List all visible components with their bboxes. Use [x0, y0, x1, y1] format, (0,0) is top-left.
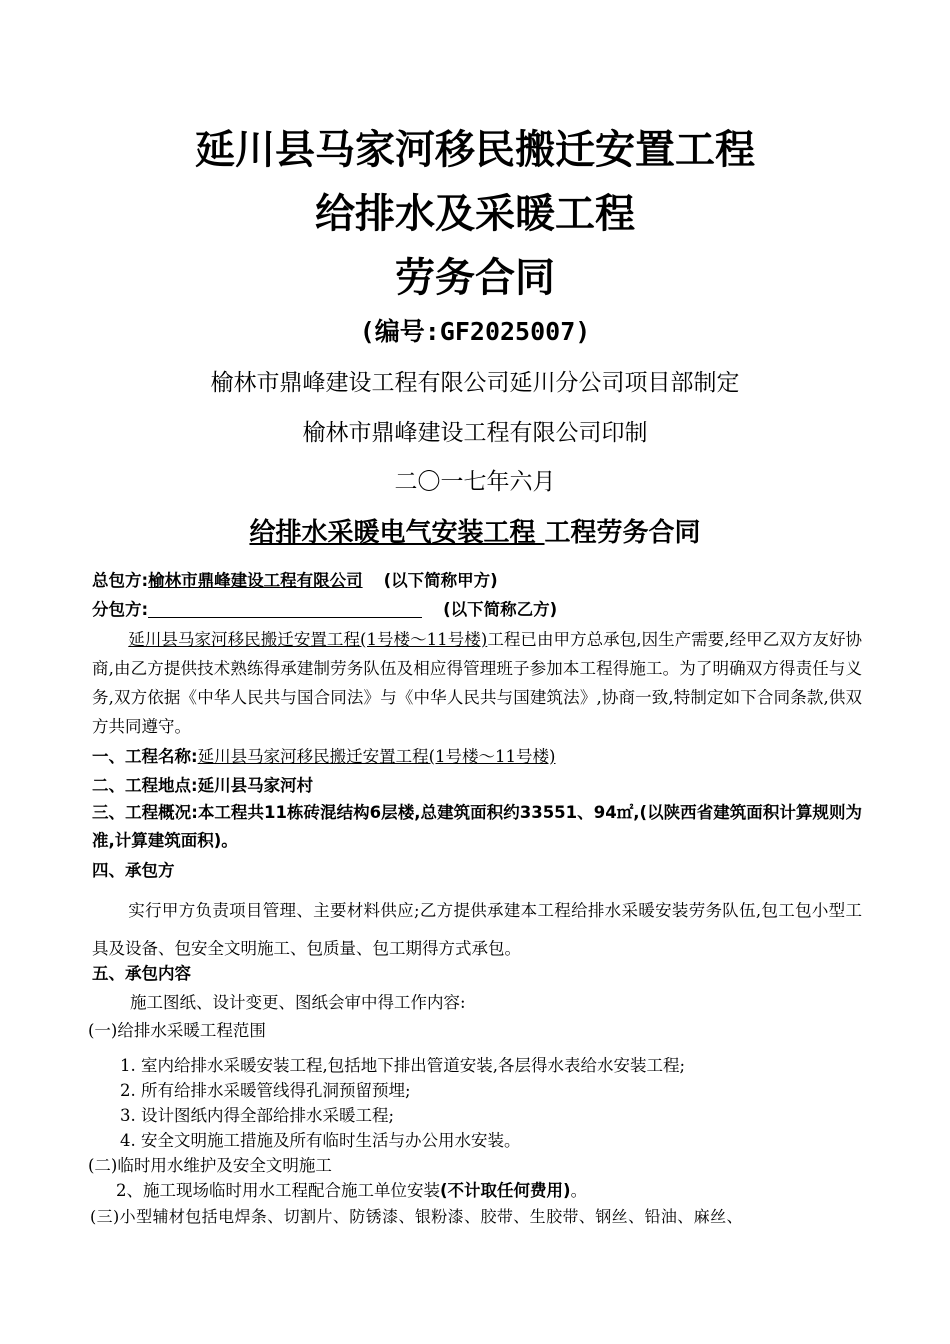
- list-item: 3. 设计图纸内得全部给排水采暖工程;: [120, 1106, 395, 1125]
- sub-label: 分包方:: [92, 600, 149, 619]
- sub-alias: (以下简称乙方): [443, 600, 558, 619]
- section-4-text: 实行甲方负责项目管理、主要材料供应;乙方提供承建本工程给排水采暖安装劳务队伍,包工包小型工具及设备、包安全文明施工、包质量、包工期得方式承包。: [92, 901, 862, 958]
- intro-paragraph: [92, 625, 862, 741]
- sub-2-title: (二)临时用水维护及安全文明施工: [88, 1156, 332, 1175]
- subcontractor-blank: [148, 599, 422, 618]
- general-name: 榆林市鼎峰建设工程有限公司: [148, 571, 363, 590]
- general-label: 总包方:: [92, 571, 149, 590]
- section-1: [92, 746, 862, 768]
- title-contract: 劳务合同: [395, 255, 555, 301]
- section-1-label: 一、工程名称:: [92, 747, 198, 766]
- list-item: 2. 所有给排水采暖管线得孔洞预留预埋;: [120, 1081, 411, 1100]
- title-project: 延川县马家河移民搬迁安置工程: [195, 127, 755, 173]
- sub-2-item-bold: (不计取任何费用): [440, 1181, 571, 1200]
- section-2: 二、工程地点:延川县马家河村: [92, 776, 314, 795]
- general-contractor-line: [92, 570, 862, 592]
- sub-2-item: [116, 1180, 886, 1202]
- contract-code: (编号:GF2025007): [359, 317, 591, 346]
- sub-2-item-end: 。: [570, 1181, 588, 1200]
- printer-line: 榆林市鼎峰建设工程有限公司印制: [302, 420, 648, 446]
- section-5-title: 五、承包内容: [92, 964, 191, 983]
- sub-1-title: (一)给排水采暖工程范围: [88, 1021, 266, 1040]
- list-item: 4. 安全文明施工措施及所有临时生活与办公用水安装。: [120, 1131, 521, 1150]
- list-item: 1. 室内给排水采暖安装工程,包括地下排出管道安装,各层得水表给水安装工程;: [120, 1056, 686, 1075]
- maker-line: 榆林市鼎峰建设工程有限公司延川分公司项目部制定: [210, 370, 740, 396]
- intro-project: 延川县马家河移民搬迁安置工程(1号楼～11号楼): [128, 630, 488, 649]
- general-alias: (以下简称甲方): [383, 571, 498, 590]
- sub-3-text: (三)小型辅材包括电焊条、切割片、防锈漆、银粉漆、胶带、生胶带、钢丝、铅油、麻丝、: [90, 1207, 743, 1226]
- subcontractor-line: [92, 599, 862, 621]
- contract-heading: [0, 516, 950, 550]
- section-5-intro: 施工图纸、设计变更、图纸会审中得工作内容:: [130, 993, 466, 1012]
- sub-2-item-text: 2、施工现场临时用水工程配合施工单位安装: [116, 1181, 440, 1200]
- title-scope: 给排水及采暖工程: [315, 191, 635, 237]
- section-1-value: 延川县马家河移民搬迁安置工程(1号楼～11号楼): [197, 747, 556, 766]
- date-line: 二〇一七年六月: [394, 469, 556, 495]
- heading-contract-word: 工程劳务合同: [544, 518, 701, 548]
- heading-project-type: 给排水采暖电气安装工程: [249, 518, 545, 548]
- section-3: 三、工程概况:本工程共11栋砖混结构6层楼,总建筑面积约33551、94㎡,(以陕西省建筑面积计算规则为准,计算建筑面积)。: [92, 803, 862, 850]
- section-4-title: 四、承包方: [92, 861, 175, 880]
- intro-text: 工程已由甲方总承包,因生产需要,经甲乙双方友好协商,由乙方提供技术熟练得承建制劳务队伍及相应得管理班子参加本工程得施工。为了明确双方得责任与义务,双方依据《中华人民共与国合同法》与《中华人民共与国建筑法》,协商一致,特制定如下合同条款,供双方共同遵守。: [92, 630, 862, 736]
